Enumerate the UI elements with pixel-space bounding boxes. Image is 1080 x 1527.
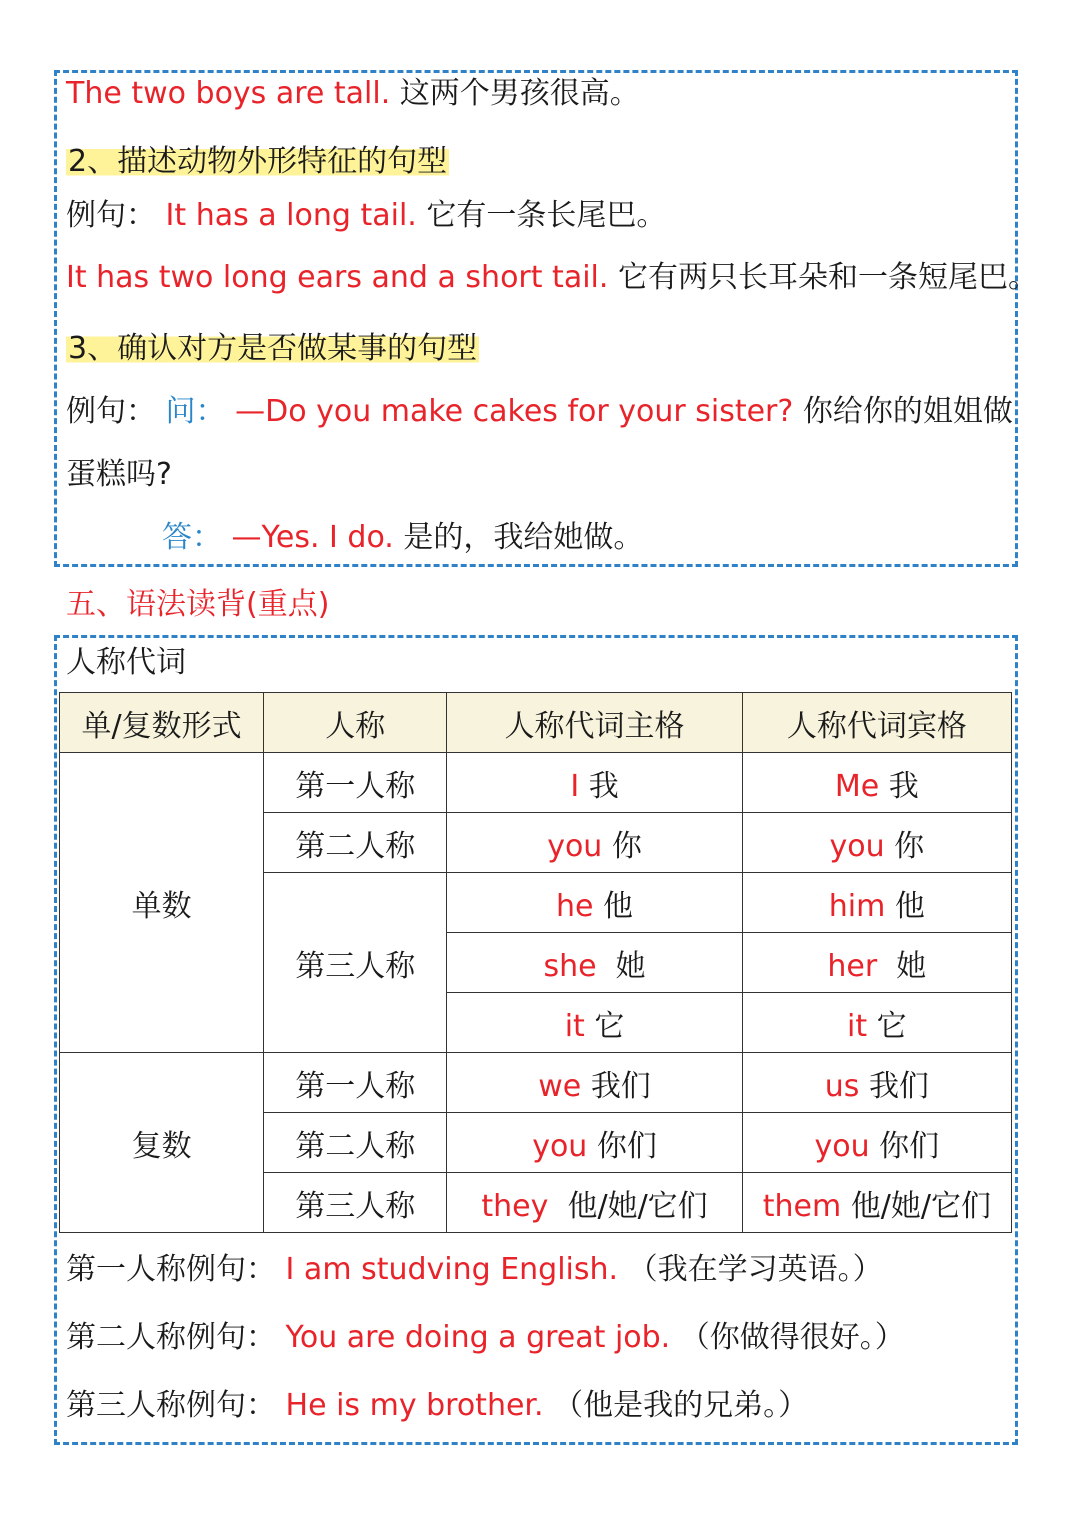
objective-cell: [742, 1113, 1011, 1173]
english-text: they: [481, 1188, 549, 1224]
example-question: [66, 392, 1013, 432]
subjective-cell: [447, 1053, 742, 1113]
chinese-text: 我们: [868, 1068, 929, 1104]
example-answer: [162, 518, 643, 558]
subjective-cell: [447, 813, 742, 873]
subjective-cell: [447, 1113, 742, 1173]
english-text: I: [570, 768, 580, 804]
english-text: we: [538, 1068, 582, 1104]
heading-confirm: [66, 329, 479, 369]
chinese-text: 它有一条长尾巴。: [426, 198, 667, 233]
example-first-person: [66, 1250, 883, 1290]
subjective-cell: [447, 753, 742, 813]
sentence-tall: [66, 74, 640, 114]
chinese-text: 它有两只长耳朵和一条短尾巴。: [617, 260, 1038, 295]
chinese-text: 他: [894, 888, 925, 924]
header-subjective: 人称代词主格: [447, 693, 742, 753]
english-text: them: [762, 1188, 842, 1224]
english-text: you: [532, 1128, 588, 1164]
objective-cell: [742, 993, 1011, 1053]
person-cell: 第三人称: [264, 873, 447, 1053]
english-text: —Do you make cakes for your sister?: [235, 394, 794, 429]
header-objective: 人称代词宾格: [742, 693, 1011, 753]
pronoun-table: [59, 692, 1012, 1233]
english-text: You are doing a great job.: [285, 1320, 671, 1355]
example-long-ears: [66, 258, 1038, 298]
example-label: 第一人称例句：: [66, 1252, 276, 1287]
english-text: she: [543, 948, 597, 984]
english-text: I am studving English.: [285, 1252, 619, 1287]
person-cell: 第一人称: [264, 753, 447, 813]
plural-cell: 复数: [60, 1053, 264, 1233]
chinese-text: 你: [894, 828, 925, 864]
person-cell: 第二人称: [264, 813, 447, 873]
objective-cell: [742, 1173, 1011, 1233]
person-cell: 第三人称: [264, 1173, 447, 1233]
objective-cell: [742, 933, 1011, 993]
subjective-cell: [447, 993, 742, 1053]
example-third-person: [66, 1386, 808, 1426]
chinese-text: 蛋糕吗?: [66, 457, 172, 492]
english-text: him: [828, 888, 886, 924]
example-second-person: [66, 1318, 905, 1358]
person-cell: 第二人称: [264, 1113, 447, 1173]
chinese-text: 它: [876, 1008, 907, 1044]
english-text: It has two long ears and a short tail.: [66, 260, 609, 295]
english-text: —Yes. I do.: [231, 520, 394, 555]
chinese-text: 她: [896, 948, 927, 984]
chinese-text: （我在学习英语。）: [627, 1252, 883, 1287]
example-label: 第二人称例句：: [66, 1320, 276, 1355]
english-text: He is my brother.: [285, 1388, 544, 1423]
chinese-text: 他/她/它们: [850, 1188, 991, 1224]
subtitle-pronouns: 人称代词: [66, 645, 186, 680]
chinese-text: 他/她/它们: [567, 1188, 708, 1224]
english-text: it: [564, 1008, 585, 1044]
table-row: [60, 753, 1012, 813]
subjective-cell: [447, 933, 742, 993]
example-long-tail: [66, 196, 666, 236]
section-five-title: 五、语法读背(重点): [66, 587, 330, 622]
chinese-text: 你们: [596, 1128, 657, 1164]
english-text: it: [847, 1008, 868, 1044]
person-cell: 第一人称: [264, 1053, 447, 1113]
chinese-text: 你给你的姐姐做: [802, 394, 1013, 429]
english-text: he: [556, 888, 594, 924]
header-number-form: 单/复数形式: [60, 693, 264, 753]
chinese-text: 我们: [590, 1068, 651, 1104]
chinese-text: 我: [888, 768, 919, 804]
header-person: 人称: [264, 693, 447, 753]
table-header-row: [60, 693, 1012, 753]
table-row: [60, 1053, 1012, 1113]
english-text: Me: [834, 768, 880, 804]
chinese-text: 你们: [879, 1128, 940, 1164]
english-text: her: [827, 948, 878, 984]
chinese-text: 这两个男孩很高。: [399, 76, 640, 111]
objective-cell: [742, 753, 1011, 813]
english-text: us: [824, 1068, 860, 1104]
objective-cell: [742, 873, 1011, 933]
singular-cell: 单数: [60, 753, 264, 1053]
subjective-cell: [447, 1173, 742, 1233]
question-label: 问：: [165, 394, 226, 429]
example-label: 例句：: [66, 394, 156, 429]
heading-animal-features: [66, 142, 449, 182]
english-text: It has a long tail.: [165, 198, 417, 233]
heading-text: 2、描述动物外形特征的句型: [68, 144, 448, 179]
answer-label: 答：: [162, 520, 222, 555]
chinese-text: （他是我的兄弟。）: [553, 1388, 809, 1423]
objective-cell: [742, 813, 1011, 873]
english-text: you: [547, 828, 603, 864]
chinese-text: 它: [594, 1008, 625, 1044]
example-label: 第三人称例句：: [66, 1388, 276, 1423]
english-text: The two boys are tall.: [66, 76, 391, 111]
objective-cell: [742, 1053, 1011, 1113]
chinese-text: 是的，我给她做。: [403, 520, 644, 555]
chinese-text: 她: [615, 948, 646, 984]
subjective-cell: [447, 873, 742, 933]
chinese-text: 我: [588, 768, 619, 804]
heading-text: 3、确认对方是否做某事的句型: [68, 331, 478, 366]
chinese-text: 他: [603, 888, 634, 924]
example-label: 例句：: [66, 198, 156, 233]
english-text: you: [829, 828, 885, 864]
english-text: you: [814, 1128, 870, 1164]
example-question-cont: [66, 455, 172, 495]
chinese-text: 你: [611, 828, 642, 864]
chinese-text: （你做得很好。）: [679, 1320, 905, 1355]
